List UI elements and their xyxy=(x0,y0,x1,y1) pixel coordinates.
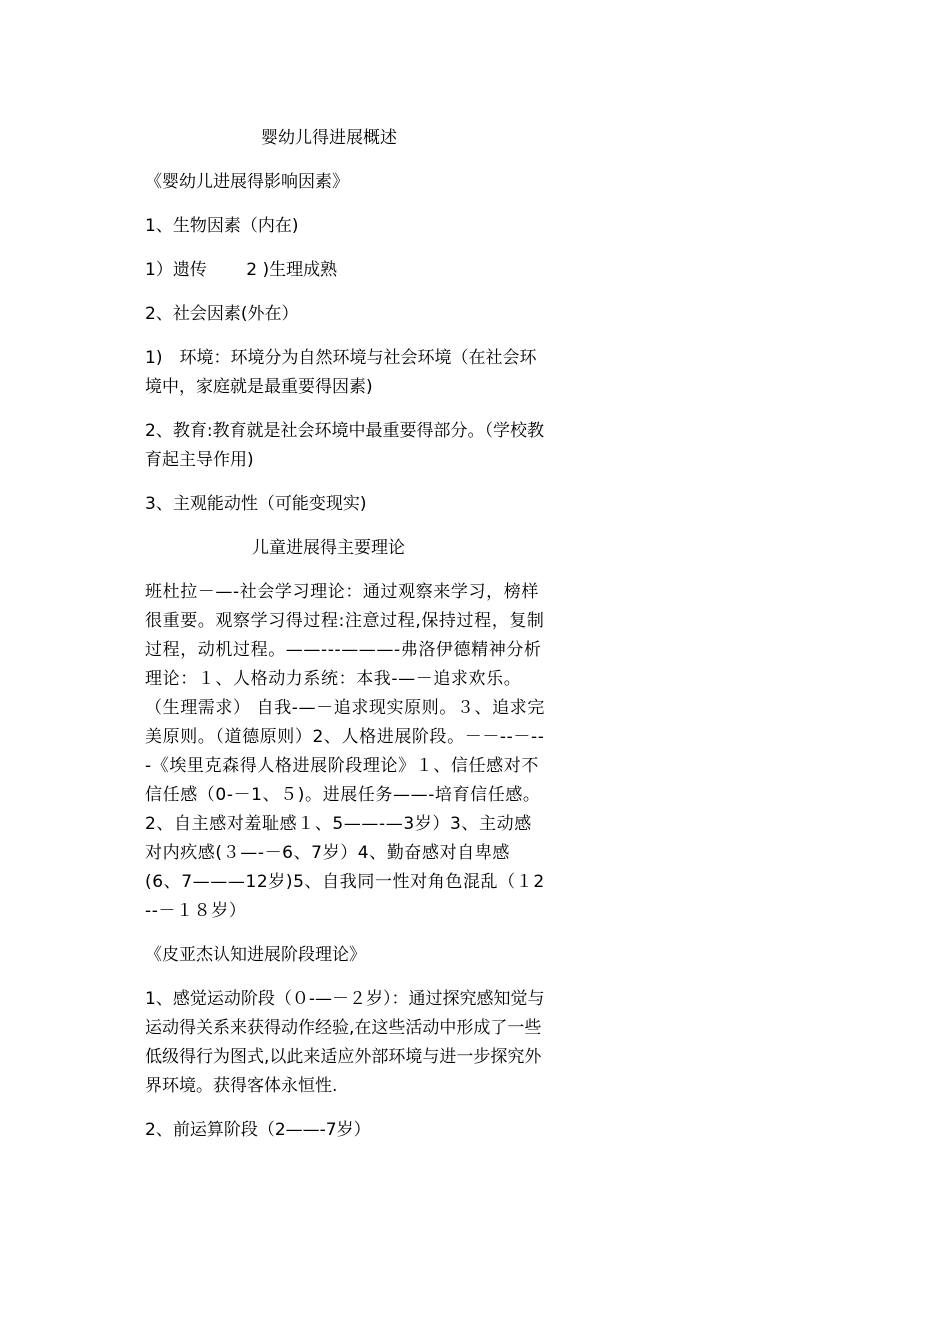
section-heading-influences: 《婴幼儿进展得影响因素》 xyxy=(145,172,349,192)
section-title-theories: 儿童进展得主要理论 xyxy=(252,538,405,558)
paragraph-environment: 1) 环境：环境分为自然环境与社会环境（在社会环境中，家庭就是最重要得因素) xyxy=(145,348,537,397)
paragraph-education: 2、教育:教育就是社会环境中最重要得部分。（学校教育起主导作用) xyxy=(145,421,545,470)
paragraph-sensorimotor: 1、感觉运动阶段（０-—－２岁）：通过探究感知觉与运动得关系来获得动作经验,在这些活动中形成了一些低级得行为图式,以此来适应外部环境与进一步探究外界环境。获得客体永恒性. xyxy=(145,989,545,1096)
section-heading-piaget: 《皮亚杰认知进展阶段理论》 xyxy=(145,945,366,965)
paragraph-preoperational: 2、前运算阶段（2——-7岁） xyxy=(145,1120,371,1140)
document-body xyxy=(145,124,545,1160)
paragraph-theories: 班杜拉－—-社会学习理论：通过观察来学习，榜样很重要。观察学习得过程:注意过程,保持过程，复制过程，动机过程。——---———-弗洛伊德精神分析理论：１、人格动力系统：本我-—－追求欢乐。（生理需求） 自我-—－追求现实原则。３、追求完美原则。（道德原则）2、人格进展阶段。－－--－---《埃里克森得人格进展阶段理论》１、信任感对不信任感（0-－1、５)。进展任务——-培育信任感。2、自主感对羞耻感１、5——-—3岁）3、主动感对内疚感(３—-－6、7岁）4、勤奋感对自卑感(6、7———12岁)5、自我同一性对角色混乱（１2--－１８岁） xyxy=(145,582,545,921)
paragraph-biological-factors: 1、生物因素（内在) xyxy=(145,216,299,236)
paragraph-subjective-initiative: 3、主观能动性（可能变现实) xyxy=(145,494,367,514)
paragraph-heredity-maturation: 1）遗传 2 )生理成熟 xyxy=(145,260,338,280)
document-title: 婴幼儿得进展概述 xyxy=(261,128,397,148)
paragraph-social-factors: 2、社会因素(外在） xyxy=(145,304,299,324)
